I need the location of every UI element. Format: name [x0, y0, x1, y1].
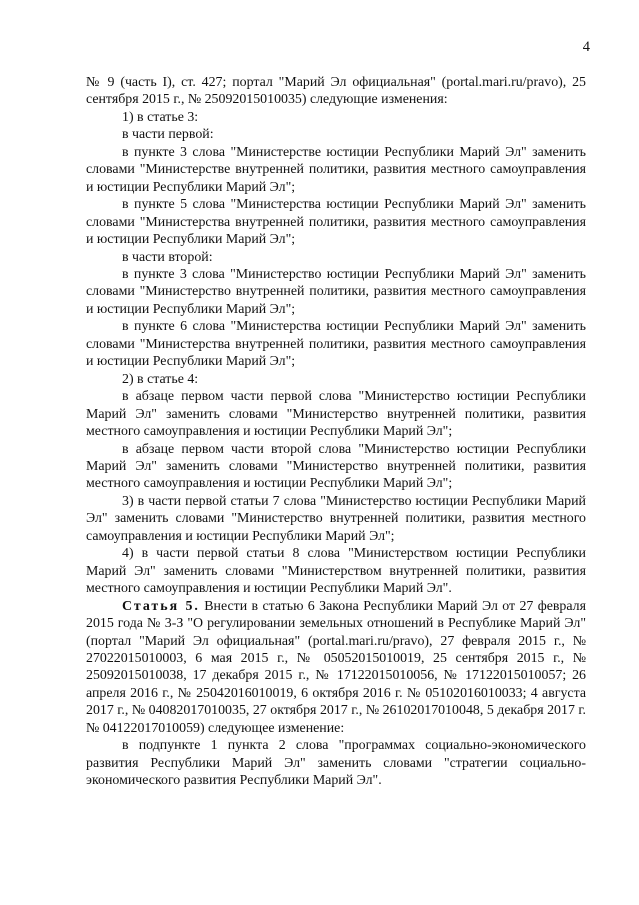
paragraph-item-2-article-4: 2) в статье 4:: [122, 371, 199, 387]
page-number: 4: [582, 39, 590, 55]
paragraph-article-4-part-one: в абзаце первом части первой слова "Министерство юстиции Республики Марий Эл" заменить словами "Министерство внутренней политики, развития местного самоуправления и юстиции Республики Марий Эл";: [86, 389, 586, 440]
paragraph-point-5: в пункте 5 слова "Министерства юстиции Республики Марий Эл" заменить словами "Министерства внутренней политики, развития местного самоуправления и юстиции Республики Марий Эл";: [86, 197, 586, 248]
paragraph-intro: № 9 (часть I), ст. 427; портал "Марий Эл официальная" (portal.mari.ru/pravo), 25 сентября 2015 г., № 25092015010035) следующие изменения:: [86, 75, 586, 108]
paragraph-article-4-part-two: в абзаце первом части второй слова "Министерство юстиции Республики Марий Эл" заменить словами "Министерство внутренней политики, развития местного самоуправления и юстиции Республики Марий Эл";: [86, 441, 586, 492]
article-5-text: Внести в статью 6 Закона Республики Марий Эл от 27 февраля 2015 года № 3-З "О регулировании земельных отношений в Республике Марий Эл" (портал "Марий Эл официальная" (portal.mari.ru/pravo), 27 февраля 2015 г., № 27022015010003, 6 мая 2015 г., № 05052015010019, 25 сентября 2015 г., № 25092015010038, 17 декабря 2015 г., № 17122015010056, № 17122015010057; 26 апреля 2016 г., № 25042016010019, 6 октября 2016 г. № 05102016010033; 4 августа 2017 г., № 04082017010035, 27 октября 2017 г., № 26102017010048, 5 декабря 2017 г. № 04122017010059) следующее изменение:: [86, 598, 586, 736]
article-5-label: Статья 5.: [122, 598, 200, 614]
paragraph-item-1-article-3: 1) в статье 3:: [122, 109, 199, 125]
paragraph-part-one: в части первой:: [122, 127, 214, 143]
paragraph-item-4-article-8: 4) в части первой статьи 8 слова "Министерством юстиции Республики Марий Эл" заменить словами "Министерством внутренней политики, развития местного самоуправления и юстиции Республики Марий Эл".: [86, 546, 586, 597]
paragraph-final-amendment: в подпункте 1 пункта 2 слова "программах социально-экономического развития Республики Марий Эл" заменить словами "стратегии социально-экономического развития Республики Марий Эл".: [86, 738, 586, 789]
paragraph-item-3-article-7: 3) в части первой статьи 7 слова "Министерство юстиции Республики Марий Эл" заменить словами "Министерство внутренней политики, развития местного самоуправления и юстиции Республики Марий Эл";: [86, 493, 586, 544]
paragraph-article-5: [86, 598, 586, 738]
paragraph-part-two-point-3: в пункте 3 слова "Министерство юстиции Республики Марий Эл" заменить словами "Министерство внутренней политики, развития местного самоуправления и юстиции Республики Марий Эл";: [86, 266, 586, 317]
paragraph-point-3: в пункте 3 слова "Министерстве юстиции Республики Марий Эл" заменить словами "Министерстве внутренней политики, развития местного самоуправления и юстиции Республики Марий Эл";: [86, 144, 586, 195]
document-body: [86, 74, 586, 790]
paragraph-part-two-point-6: в пункте 6 слова "Министерства юстиции Республики Марий Эл" заменить словами "Министерства внутренней политики, развития местного самоуправления и юстиции Республики Марий Эл";: [86, 319, 586, 370]
paragraph-part-two: в части второй:: [122, 249, 213, 265]
